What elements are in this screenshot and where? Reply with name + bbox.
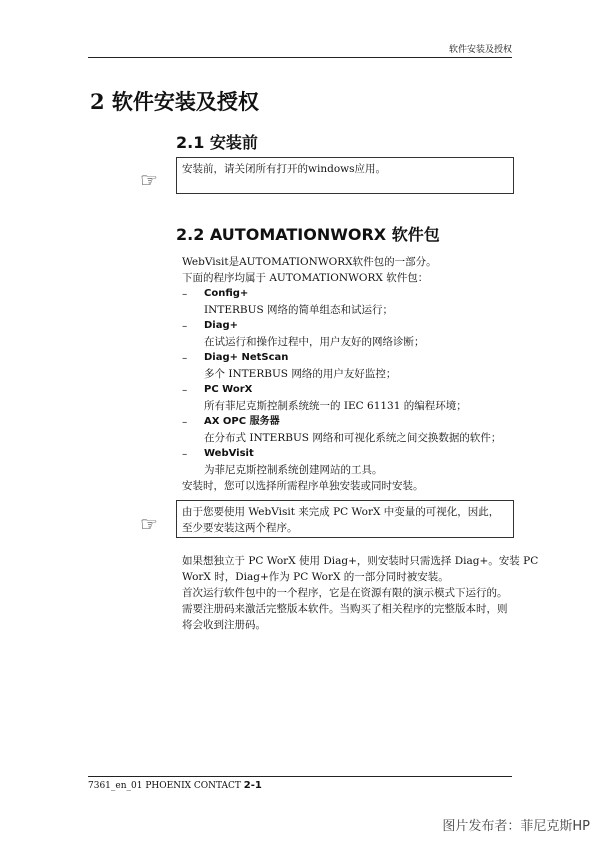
note-box-webvisit: 由于您要使用 WebVisit 来完成 PC WorX 中变量的可视化，因此，至少要安装这两个程序。: [176, 500, 514, 538]
pointing-hand-icon: ☞: [140, 512, 158, 536]
footer-rule: [88, 776, 512, 777]
paragraph-line: 将会收到注册码。: [182, 619, 266, 631]
program-desc: 在试运行和操作过程中，用户友好的网络诊断；: [204, 336, 425, 348]
paragraph-line: 需要注册码来激活完整版本软件。当购买了相关程序的完整版本时，则: [182, 603, 508, 615]
program-name: Config+: [204, 288, 249, 299]
paragraph-line: 如果想独立于 PC WorX 使用 Diag+，则安装时只需选择 Diag+。安装 PC: [182, 555, 539, 567]
intro-line: 下面的程序均属于 AUTOMATIONWORX 软件包：: [182, 272, 429, 284]
program-desc: INTERBUS 网络的简单组态和试运行；: [204, 304, 394, 316]
list-item: [182, 382, 516, 398]
footer: [88, 780, 262, 791]
list-item: [182, 318, 516, 334]
paragraph-line: WorX 时，Diag+作为 PC WorX 的一部分同时被安装。: [182, 571, 449, 583]
program-name: WebVisit: [204, 448, 254, 459]
program-desc: 在分布式 INTERBUS 网络和可视化系统之间交换数据的软件；: [204, 432, 502, 444]
footer-doc-id: 7361_en_01 PHOENIX CONTACT: [88, 781, 244, 791]
program-name: AX OPC 服务器: [204, 416, 280, 427]
program-name: Diag+ NetScan: [204, 352, 289, 363]
list-item: [182, 414, 516, 430]
list-item: [182, 286, 516, 302]
pointing-hand-icon: ☞: [140, 168, 158, 192]
closing-paragraphs: [182, 553, 539, 633]
program-desc: 所有菲尼克斯控制系统统一的 IEC 61131 的编程环境；: [204, 400, 467, 412]
outro-line: 安装时，您可以选择所需程序单独安装或同时安装。: [182, 480, 424, 492]
watermark: 图片发布者：菲尼克斯HP: [442, 819, 590, 834]
note-box-before-install: 安装前，请关闭所有打开的windows应用。: [176, 157, 514, 194]
page-number: 2-1: [243, 780, 262, 791]
program-desc: 多个 INTERBUS 网络的用户友好监控；: [204, 368, 397, 380]
list-item: [182, 446, 516, 462]
list-item: [182, 350, 516, 366]
running-header: 软件安装及授权: [448, 45, 512, 55]
header-rule: [88, 57, 512, 58]
program-name: Diag+: [204, 320, 239, 331]
list-bullet: –: [182, 320, 188, 332]
program-name: PC WorX: [204, 384, 253, 395]
chapter-title: 2 软件安装及授权: [90, 89, 259, 114]
program-desc: 为菲尼克斯控制系统创建网站的工具。: [204, 464, 383, 476]
section-title-2-2: 2.2 AUTOMATIONWORX 软件包: [176, 225, 440, 244]
intro-line: WebVisit是AUTOMATIONWORX软件包的一部分。: [182, 256, 437, 268]
list-bullet: –: [182, 352, 188, 364]
paragraph-line: 首次运行软件包中的一个程序，它是在资源有限的演示模式下运行的。: [182, 587, 508, 599]
program-list-block: [182, 254, 516, 494]
list-bullet: –: [182, 288, 188, 300]
list-bullet: –: [182, 384, 188, 396]
list-bullet: –: [182, 416, 188, 428]
section-title-2-1: 2.1 安装前: [176, 133, 258, 152]
list-bullet: –: [182, 448, 188, 460]
